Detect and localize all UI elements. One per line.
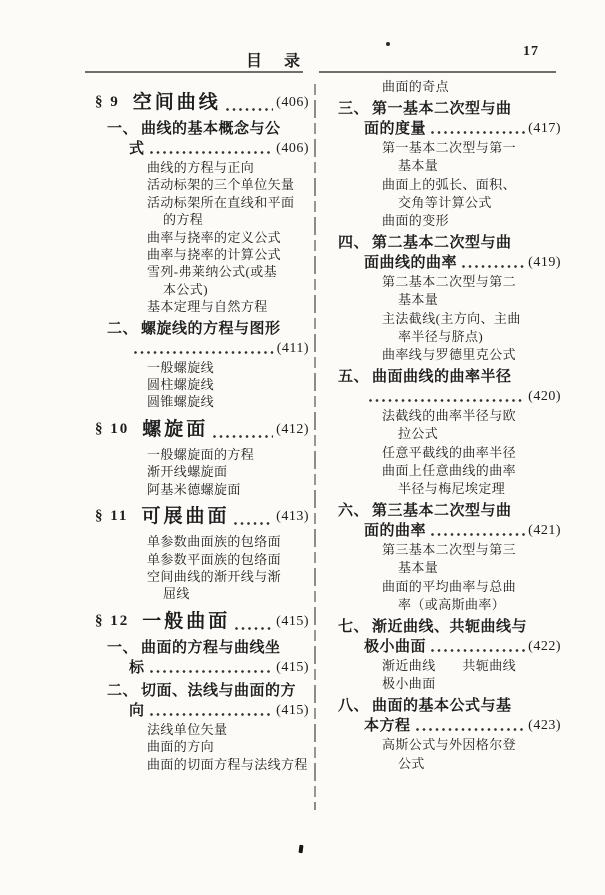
toc-entry-text: 活动标架的三个单位矢量 <box>147 177 295 193</box>
toc-item-line <box>95 393 309 410</box>
toc-heading-continuation <box>95 701 309 721</box>
toc-entry-text: 单参数曲面族的包络面 <box>147 534 282 550</box>
toc-entry-text: 基本定理与自然方程 <box>147 299 268 315</box>
toc-section-line <box>95 608 309 635</box>
toc-item-line <box>330 407 561 425</box>
dot-leader <box>430 532 525 537</box>
toc-entry-text: 半径与梅尼埃定理 <box>398 481 506 497</box>
column-divider <box>314 84 316 810</box>
dot-leader <box>133 350 274 355</box>
toc-page-number: (412) <box>276 421 309 437</box>
toc-entry-text: 曲面的平均曲率与总曲 <box>382 578 517 594</box>
toc-item-continuation <box>330 194 561 212</box>
toc-entry-text: 法线单位矢量 <box>147 721 228 737</box>
toc-entry-text: 面曲线的曲率 <box>364 254 458 272</box>
toc-entry-text: 曲面的变形 <box>382 213 450 229</box>
toc-marker: § 12 <box>95 612 130 629</box>
toc-heading-continuation <box>95 658 309 678</box>
toc-entry-text: 曲面的方程与曲线坐 <box>141 638 281 656</box>
toc-page-number: (422) <box>528 639 561 655</box>
toc-entry-text: 交角等计算公式 <box>398 194 492 210</box>
toc-section-line <box>95 89 309 116</box>
toc-item-line <box>330 273 561 291</box>
toc-column-left <box>95 84 309 773</box>
toc-entry-text: 渐近曲线 共轭曲线 <box>382 658 517 674</box>
toc-marker: 二、 <box>107 319 139 337</box>
toc-entry-text: 主法截线(主方向、主曲 <box>382 310 521 326</box>
toc-entry-text: 螺旋线的方程与图形 <box>141 319 281 337</box>
toc-item-line <box>330 578 561 596</box>
toc-entry-text: 曲面的基本公式与基 <box>372 697 512 715</box>
toc-item-continuation <box>95 211 309 228</box>
toc-item-line <box>95 194 309 211</box>
toc-heading-continuation <box>95 339 309 359</box>
toc-entry-text: 曲面的切面方程与法线方程 <box>147 756 308 772</box>
toc-item-continuation <box>330 157 561 175</box>
toc-entry-text: 一般螺旋线 <box>147 359 215 375</box>
toc-page-number: (417) <box>528 121 561 137</box>
dot-leader <box>430 648 525 653</box>
toc-column-right <box>330 78 561 773</box>
toc-page-number: (420) <box>528 389 561 405</box>
toc-entry-text: 阿基米德螺旋面 <box>147 481 241 497</box>
toc-entry-text: 率半径与脐点) <box>398 328 484 344</box>
toc-entry-text: 第二基本二次型与第二 <box>382 274 517 290</box>
toc-entry-text: 拉公式 <box>398 426 439 442</box>
toc-item-line <box>95 463 309 480</box>
toc-item-continuation <box>330 425 561 443</box>
toc-item-continuation <box>330 596 561 614</box>
toc-entry-text: 可展曲面 <box>141 506 230 528</box>
toc-entry-text: 的方程 <box>163 212 204 228</box>
toc-heading-continuation <box>330 716 561 736</box>
toc-item-continuation <box>95 281 309 298</box>
toc-heading-continuation <box>330 637 561 657</box>
toc-entry-text: 曲率与挠率的定义公式 <box>147 229 282 245</box>
toc-item-continuation <box>330 559 561 577</box>
toc-page-number: (419) <box>528 255 561 271</box>
toc-heading-continuation <box>330 387 561 407</box>
toc-heading-line <box>330 617 561 637</box>
toc-marker: § 11 <box>95 508 129 525</box>
toc-entry-text: 公式 <box>398 755 425 771</box>
toc-entry-text: 标 <box>129 658 145 676</box>
toc-entry-text: 渐近曲线、共轭曲线与 <box>372 618 528 636</box>
toc-entry-text: 任意平截线的曲率半径 <box>382 444 517 460</box>
toc-entry-text: 基本量 <box>398 292 439 308</box>
toc-heading-line <box>95 119 309 139</box>
toc-item-line <box>330 736 561 754</box>
dot-leader <box>368 398 525 403</box>
toc-heading-line <box>330 99 561 119</box>
toc-entry-text: 活动标架所在直线和平面 <box>147 194 295 210</box>
toc-item-line <box>95 246 309 263</box>
toc-item-line <box>95 756 309 773</box>
toc-item-line <box>95 376 309 393</box>
toc-marker: 八、 <box>338 697 370 715</box>
toc-heading-line <box>330 501 561 521</box>
toc-marker: § 9 <box>95 94 120 110</box>
toc-item-line <box>95 229 309 246</box>
dot-leader <box>149 712 274 717</box>
toc-entry-text: 渐开线螺旋面 <box>147 464 228 480</box>
toc-item-line <box>95 298 309 315</box>
toc-heading-continuation <box>330 521 561 541</box>
toc-entry-text: 曲面的方向 <box>147 739 215 755</box>
dot-leader <box>415 727 526 732</box>
toc-item-line <box>330 675 561 693</box>
toc-heading-line <box>330 367 561 387</box>
toc-page-number: (415) <box>276 702 309 718</box>
toc-item-line <box>95 568 309 585</box>
toc-entry-text: 曲线的基本概念与公 <box>141 120 281 137</box>
toc-entry-text: 曲面的奇点 <box>382 79 450 94</box>
toc-item-line <box>330 444 561 462</box>
toc-page-number: (411) <box>276 340 309 356</box>
toc-item-line <box>330 657 561 675</box>
toc-section-line <box>95 416 309 443</box>
toc-marker: 五、 <box>338 368 370 386</box>
toc-page-number: (423) <box>528 718 561 734</box>
toc-page-number: (406) <box>276 141 309 156</box>
toc-page-number: (421) <box>528 523 561 539</box>
toc-item-continuation <box>330 328 561 346</box>
toc-item-line <box>95 263 309 280</box>
toc-page-number: (415) <box>276 659 309 675</box>
ink-speck-bottom <box>299 845 304 853</box>
toc-entry-text: 切面、法线与曲面的方 <box>141 681 297 699</box>
toc-item-line <box>95 551 309 568</box>
toc-entry-text: 第三基本二次型与第三 <box>382 542 517 558</box>
toc-page-number: (413) <box>276 509 309 525</box>
toc-item-line <box>330 541 561 559</box>
toc-marker: § 10 <box>95 420 130 437</box>
dot-leader <box>233 521 273 526</box>
toc-entry-text: 雪列-弗莱纳公式(或基 <box>147 264 278 280</box>
dot-leader <box>149 150 274 155</box>
toc-item-line <box>330 462 561 480</box>
header-rule-right <box>319 71 556 73</box>
toc-item-line <box>330 78 561 96</box>
toc-entry-text: 单参数平面族的包络面 <box>147 551 282 567</box>
page-number: 17 <box>523 44 539 59</box>
toc-entry-text: 基本量 <box>398 158 439 174</box>
toc-entry-text: 一般螺旋面的方程 <box>147 446 255 462</box>
toc-entry-text: 一般曲面 <box>142 610 231 632</box>
toc-item-line <box>330 139 561 157</box>
toc-marker: 一、 <box>107 638 139 656</box>
toc-item-line <box>95 359 309 376</box>
dot-leader <box>234 626 273 631</box>
toc-item-continuation <box>330 291 561 309</box>
toc-item-line <box>95 533 309 550</box>
toc-marker: 七、 <box>338 618 370 636</box>
toc-marker: 二、 <box>107 681 139 699</box>
toc-page-number: (415) <box>276 613 309 629</box>
toc-heading-line <box>330 696 561 716</box>
toc-entry-text: 屈线 <box>163 586 190 602</box>
toc-item-line <box>95 481 309 498</box>
toc-heading-line <box>330 233 561 253</box>
toc-item-line <box>95 721 309 738</box>
toc-item-line <box>95 738 309 755</box>
ink-speck-top <box>386 42 390 46</box>
toc-item-line <box>330 176 561 194</box>
toc-entry-text: 第一基本二次型与第一 <box>382 140 517 156</box>
toc-page-number: (406) <box>276 95 309 110</box>
toc-entry-text: 式 <box>129 140 145 157</box>
toc-item-line <box>330 346 561 364</box>
toc-marker: 四、 <box>338 234 370 252</box>
toc-entry-text: 曲率线与罗德里克公式 <box>382 347 517 363</box>
toc-heading-line <box>95 638 309 658</box>
dot-leader <box>225 107 273 112</box>
toc-item-line <box>95 159 309 176</box>
toc-entry-text: 曲线的方程与正向 <box>147 160 255 175</box>
toc-entry-text: 极小曲面 <box>382 676 436 692</box>
toc-entry-text: 高斯公式与外因格尔登 <box>382 737 517 753</box>
toc-entry-text: 曲面曲线的曲率半径 <box>372 368 512 386</box>
toc-entry-text: 面的曲率 <box>364 522 427 540</box>
toc-entry-text: 面的度量 <box>364 120 427 138</box>
toc-entry-text: 空间曲线 <box>132 92 221 113</box>
header-rule-left <box>85 71 303 73</box>
toc-heading-line <box>95 319 309 339</box>
dot-leader <box>461 264 525 269</box>
toc-entry-text: 第二基本二次型与曲 <box>372 234 512 252</box>
toc-marker: 六、 <box>338 502 370 520</box>
toc-entry-text: 圆柱螺旋线 <box>147 377 215 393</box>
dot-leader <box>212 434 273 439</box>
toc-item-line <box>330 310 561 328</box>
toc-entry-text: 螺旋面 <box>142 418 209 440</box>
toc-marker: 三、 <box>338 100 370 118</box>
toc-item-line <box>95 446 309 463</box>
dot-leader <box>149 669 274 674</box>
toc-entry-text: 曲率与挠率的计算公式 <box>147 247 282 263</box>
toc-heading-continuation <box>95 139 309 159</box>
toc-item-continuation <box>330 480 561 498</box>
toc-item-continuation <box>330 755 561 773</box>
toc-entry-text: 率（或高斯曲率） <box>398 596 506 612</box>
toc-heading-continuation <box>330 119 561 139</box>
toc-entry-text: 基本量 <box>398 560 439 576</box>
toc-heading-line <box>95 681 309 701</box>
toc-entry-text: 第三基本二次型与曲 <box>372 502 512 520</box>
toc-entry-text: 极小曲面 <box>364 638 427 656</box>
toc-entry-text: 曲面上任意曲线的曲率 <box>382 462 517 478</box>
toc-entry-text: 曲面上的弧长、面积、 <box>382 176 517 192</box>
toc-item-line <box>95 176 309 193</box>
toc-marker: 一、 <box>107 120 139 137</box>
toc-entry-text: 向 <box>129 701 145 719</box>
toc-entry-text: 本公式) <box>163 281 208 297</box>
toc-entry-text: 本方程 <box>364 717 411 735</box>
toc-entry-text: 空间曲线的渐开线与渐 <box>147 568 282 584</box>
toc-heading-continuation <box>330 253 561 273</box>
toc-section-line <box>95 503 309 530</box>
dot-leader <box>430 130 525 135</box>
toc-item-line <box>330 212 561 230</box>
toc-entry-text: 法截线的曲率半径与欧 <box>382 408 517 424</box>
page-header-title: 目录 <box>246 53 323 70</box>
toc-entry-text: 圆锥螺旋线 <box>147 394 215 410</box>
toc-entry-text: 第一基本二次型与曲 <box>372 100 512 118</box>
toc-item-continuation <box>95 585 309 602</box>
